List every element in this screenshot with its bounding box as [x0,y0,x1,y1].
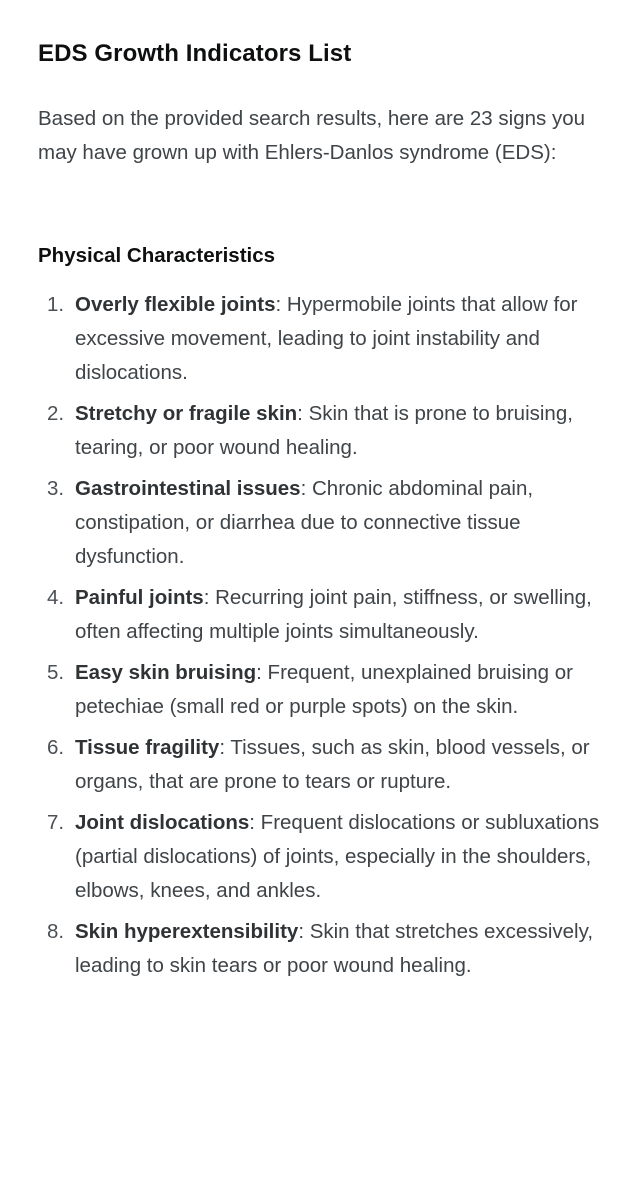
list-item-description: : Tissues, such as skin, blood vessels, or organs, that are prone to tears or rupture. [75,736,590,793]
list-item-number: 1. [47,293,65,316]
list-item-description: : Frequent dislocations or subluxations (partial dislocations) of joints, especially in the shoulders, elbows, knees, and ankles. [75,811,600,902]
list-item-term: Overly flexible joints [75,293,276,316]
list-item-description: : Skin that stretches excessively, leading to skin tears or poor wound healing. [75,920,594,977]
list-item-description: : Hypermobile joints that allow for excessive movement, leading to joint instability and dislocations. [75,293,578,384]
list-item-number: 7. [47,811,65,834]
indicator-list [38,288,608,990]
list-item-term: Gastrointestinal issues [75,477,301,500]
page-title: EDS Growth Indicators List [38,40,352,67]
list-item-number: 8. [47,920,65,943]
list-item [38,472,608,574]
list-item [38,731,608,799]
list-item-term: Joint dislocations [75,811,250,834]
list-item-term: Painful joints [75,586,204,609]
list-item [38,915,608,983]
list-item-term: Skin hyperextensibility [75,920,299,943]
list-item-description: : Recurring joint pain, stiffness, or swelling, often affecting multiple joints simultaneously. [75,586,592,643]
list-item-term: Tissue fragility [75,736,220,759]
list-item-description: : Frequent, unexplained bruising or petechiae (small red or purple spots) on the skin. [75,661,573,718]
list-item [38,581,608,649]
list-item-term: Easy skin bruising [75,661,257,684]
list-item-number: 2. [47,402,65,425]
list-item [38,397,608,465]
list-item-description: : Chronic abdominal pain, constipation, or diarrhea due to connective tissue dysfunction. [75,477,534,568]
section-heading-physical-characteristics: Physical Characteristics [38,244,276,267]
list-item-term: Stretchy or fragile skin [75,402,298,425]
list-item [38,288,608,390]
list-item-number: 3. [47,477,65,500]
intro-paragraph: Based on the provided search results, here are 23 signs you may have grown up with Ehlers-Danlos syndrome (EDS): [38,107,585,164]
list-item [38,656,608,724]
list-item [38,806,608,908]
list-item-number: 6. [47,736,65,759]
list-item-number: 5. [47,661,65,684]
list-item-description: : Skin that is prone to bruising, tearing, or poor wound healing. [75,402,573,459]
list-item-number: 4. [47,586,65,609]
